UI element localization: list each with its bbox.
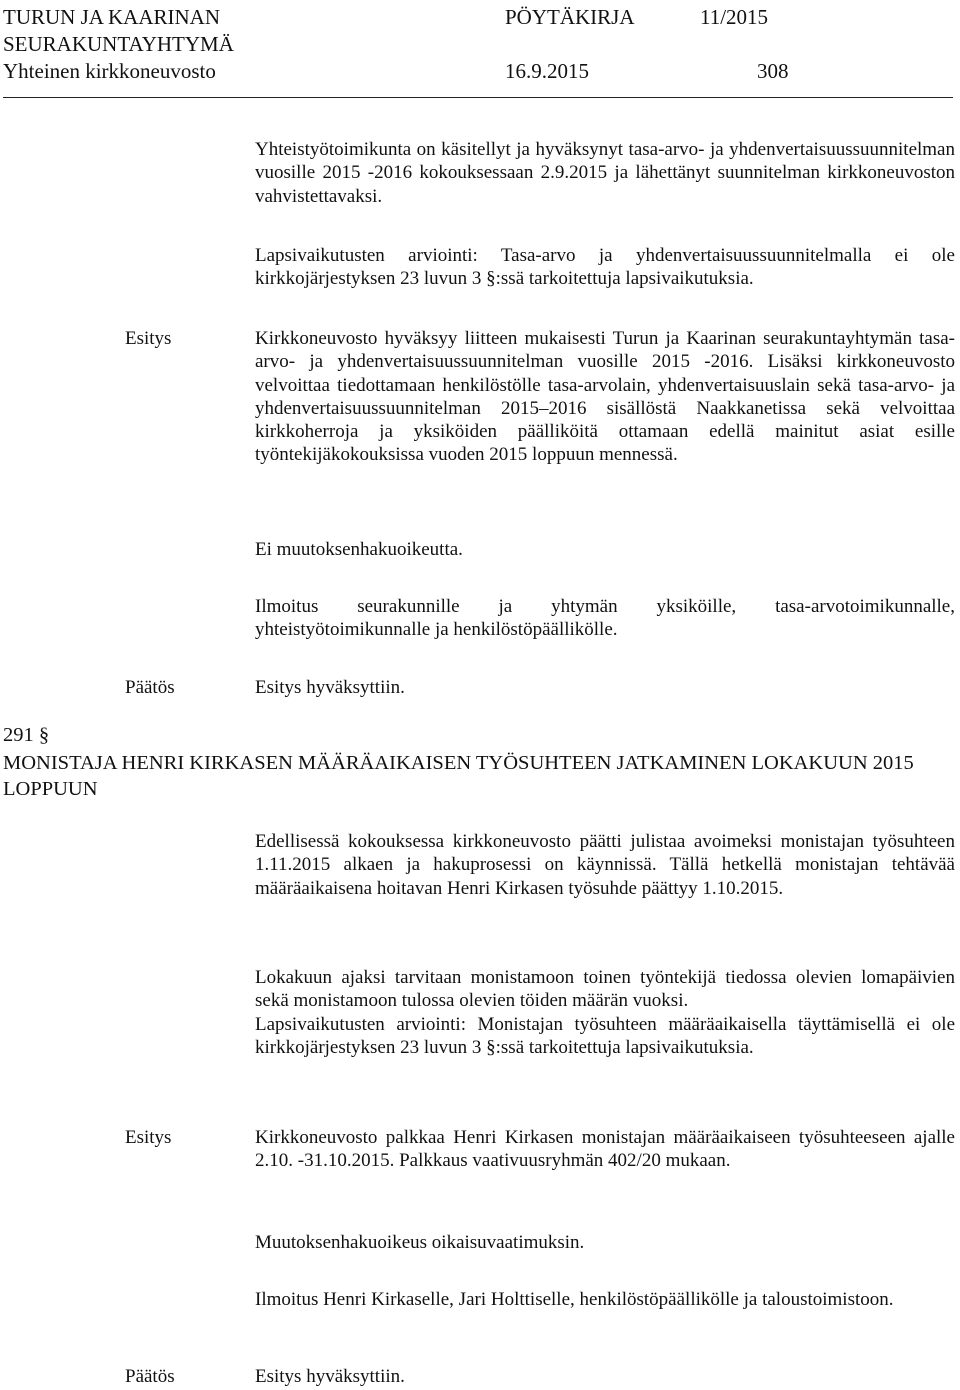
child-impact-paragraph-291: Lapsivaikutusten arviointi: Monistajan työsuhteen määräaikaisella täyttämisellä ei ole kirkkojärjestyksen 23 luvun 3 §:ssä tarkoitettuja lapsivaikutuksia. [255,1014,955,1059]
paatos-label: Päätös [125,677,175,698]
doc-type: PÖYTÄKIRJA [505,5,635,29]
notice-text-291: Ilmoitus Henri Kirkaselle, Jari Holttiselle, henkilöstöpäällikölle ja taloustoimistoon. [255,1289,894,1310]
paatos-label-291: Päätös [125,1366,175,1387]
esitys-text: Kirkkoneuvosto hyväksyy liitteen mukaisesti Turun ja Kaarinan seurakuntayhtymän tasa-arvo- ja yhdenvertaisuussuunnitelman vuosille 2015 -2016. Lisäksi kirkkoneuvosto velvoittaa tiedottamaan henkilöstölle tasa-arvolain, yhdenvertaisuuslain sekä tasa-arvo- ja yhdenvertaisuussuunnitelman 2015–2016 sisällöstä Naakkanetissa sekä velvoittaa kirkkoherroja ja yksiköiden päälliköitä ottamaan edellä mainitut asiat esille työntekijäkokouksissa vuoden 2015 loppuun mennessä. [255,328,955,466]
section-title: MONISTAJA HENRI KIRKASEN MÄÄRÄAIKAISEN TYÖSUHTEEN JATKAMINEN LOKAKUUN 2015 LOPPUUN [3,752,914,800]
october-staffing-paragraph: Lokakuun ajaksi tarvitaan monistamoon toinen työntekijä tiedossa olevien lomapäivien sekä monistamoon tulossa olevien töiden määrän vuoksi. [255,967,955,1012]
previous-meeting-paragraph: Edellisessä kokouksessa kirkkoneuvosto päätti julistaa avoimeksi monistajan työsuhteen 1.11.2015 alkaen ja hakuprosessi on käynnissä. Tällä hetkellä monistajan tehtävää määräaikaisena hoitavan Henri Kirkasen työsuhde päättyy 1.10.2015. [255,831,955,899]
esitys-text-291: Kirkkoneuvosto palkkaa Henri Kirkasen monistajan määräaikaiseen työsuhteeseen ajalle 2.10. -31.10.2015. Palkkaus vaativuusryhmän 402/20 mukaan. [255,1127,955,1172]
header-rule [3,97,953,98]
esitys-label-291: Esitys [125,1127,172,1148]
page-number: 308 [757,59,789,83]
cooperation-committee-paragraph: Yhteistyötoimikunta on käsitellyt ja hyväksynyt tasa-arvo- ja yhdenvertaisuussuunnitelman vuosille 2015 -2016 kokouksessaan 2.9.2015 ja lähettänyt suunnitelman kirkkoneuvoston vahvistettavaksi. [255,139,955,207]
org-name-line2: SEURAKUNTAYHTYMÄ [3,32,234,56]
org-name-line1: TURUN JA KAARINAN [3,5,221,29]
notice-text: Ilmoitus seurakunnille ja yhtymän yksiköille, tasa-arvotoimikunnalle, yhteistyötoimikunnalle ja henkilöstöpäällikölle. [255,596,955,641]
meeting-body: Yhteinen kirkkoneuvosto [3,59,216,83]
appeal-text: Ei muutoksenhakuoikeutta. [255,539,463,560]
section-number: 291 § [3,724,50,746]
esitys-label: Esitys [125,328,172,349]
paatos-text: Esitys hyväksyttiin. [255,677,405,698]
child-impact-paragraph: Lapsivaikutusten arviointi: Tasa-arvo ja yhdenvertaisuussuunnitelmalla ei ole kirkkojärjestyksen 23 luvun 3 §:ssä tarkoitettuja lapsivaikutuksia. [255,245,955,290]
doc-number: 11/2015 [700,5,769,29]
paatos-text-291: Esitys hyväksyttiin. [255,1366,405,1387]
appeal-text-291: Muutoksenhakuoikeus oikaisuvaatimuksin. [255,1232,585,1253]
meeting-date: 16.9.2015 [505,59,589,83]
